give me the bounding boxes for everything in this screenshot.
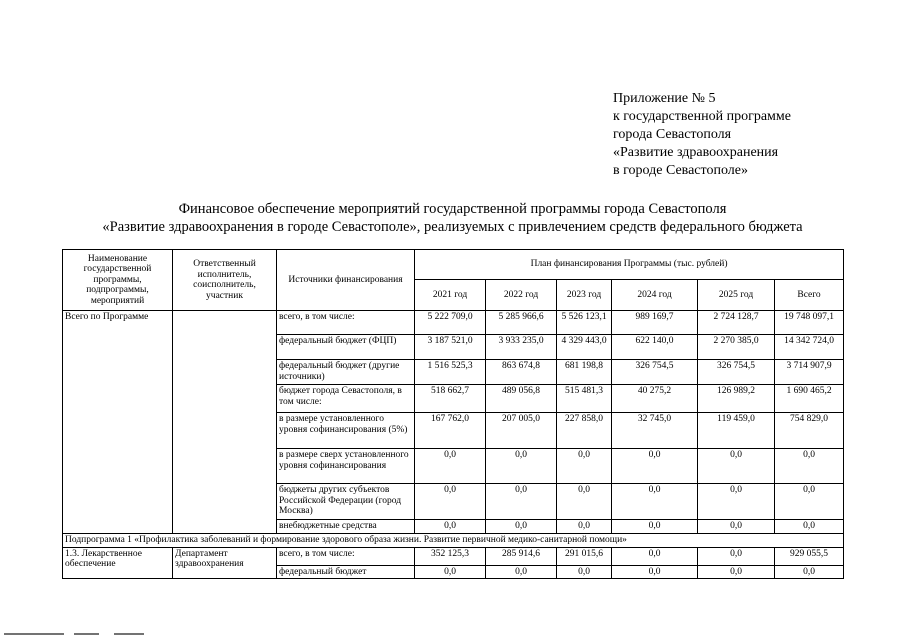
table-row [63,311,844,335]
value-cell: 0,0 [486,520,557,534]
value-cell: 0,0 [775,565,844,579]
value-cell: 2 270 385,0 [698,335,775,360]
header-name: Наименование государственной программы, подпрограммы, мероприятий [63,250,173,311]
value-cell: 515 481,3 [557,385,612,413]
value-cell: 0,0 [612,449,698,484]
value-cell: 929 055,5 [775,547,844,565]
value-cell: 0,0 [415,484,486,520]
header-year: 2025 год [698,280,775,311]
value-cell: 0,0 [612,565,698,579]
table-row [63,534,844,548]
value-cell: 3 187 521,0 [415,335,486,360]
value-cell: 0,0 [415,565,486,579]
value-cell: 0,0 [698,449,775,484]
appendix-line: «Развитие здравоохранения [613,145,779,160]
subprogram-title: Подпрограмма 1 «Профилактика заболеваний и формирование здорового образа жизни. Развитие первичной медико-санитарной помощи» [63,534,844,548]
value-cell: 0,0 [612,484,698,520]
value-cell: 0,0 [775,484,844,520]
value-cell: 989 169,7 [612,311,698,335]
value-cell: 2 724 128,7 [698,311,775,335]
value-cell: 291 015,6 [557,547,612,565]
document-title [0,200,905,236]
header-year: 2021 год [415,280,486,311]
value-cell: 0,0 [612,520,698,534]
value-cell: 0,0 [557,565,612,579]
value-cell: 285 914,6 [486,547,557,565]
value-cell: 0,0 [486,484,557,520]
value-cell: 126 989,2 [698,385,775,413]
header-year: 2023 год [557,280,612,311]
financing-table [62,249,844,579]
value-cell: 622 140,0 [612,335,698,360]
source-cell: федеральный бюджет (другие источники) [277,360,415,385]
appendix-line: города Севастополя [613,127,732,142]
value-cell: 0,0 [698,565,775,579]
value-cell: 863 674,8 [486,360,557,385]
table-row [63,547,844,565]
source-cell: бюджеты других субъектов Российской Федерации (город Москва) [277,484,415,520]
value-cell: 14 342 724,0 [775,335,844,360]
value-cell: 5 526 123,1 [557,311,612,335]
value-cell: 0,0 [486,565,557,579]
value-cell: 681 198,8 [557,360,612,385]
header-year: 2022 год [486,280,557,311]
value-cell: 518 662,7 [415,385,486,413]
value-cell: 0,0 [698,520,775,534]
value-cell: 40 275,2 [612,385,698,413]
appendix-line: к государственной программе [613,109,791,124]
source-cell: всего, в том числе: [277,547,415,565]
source-cell: федеральный бюджет (ФЦП) [277,335,415,360]
value-cell: 0,0 [698,484,775,520]
header-sources: Источники финансирования [277,250,415,311]
activity-name-cell: 1.3. Лекарственное обеспечение [63,547,173,579]
responsible-cell [173,311,277,534]
value-cell: 0,0 [557,449,612,484]
value-cell: 3 933 235,0 [486,335,557,360]
program-name-cell: Всего по Программе [63,311,173,534]
value-cell: 0,0 [557,484,612,520]
value-cell: 207 005,0 [486,413,557,449]
value-cell: 352 125,3 [415,547,486,565]
value-cell: 0,0 [698,547,775,565]
value-cell: 0,0 [775,449,844,484]
value-cell: 5 222 709,0 [415,311,486,335]
value-cell: 326 754,5 [698,360,775,385]
value-cell: 326 754,5 [612,360,698,385]
scan-artifact [4,633,174,635]
value-cell: 1 690 465,2 [775,385,844,413]
value-cell: 1 516 525,3 [415,360,486,385]
value-cell: 0,0 [415,449,486,484]
activity-responsible-cell: Департамент здравоохранения [173,547,277,579]
value-cell: 0,0 [612,547,698,565]
header-year: 2024 год [612,280,698,311]
source-cell: бюджет города Севастополя, в том числе: [277,385,415,413]
value-cell: 167 762,0 [415,413,486,449]
value-cell: 5 285 966,6 [486,311,557,335]
value-cell: 489 056,8 [486,385,557,413]
value-cell: 0,0 [557,520,612,534]
value-cell: 32 745,0 [612,413,698,449]
header-plan: План финансирования Программы (тыс. рублей) [415,250,844,280]
appendix-line: Приложение № 5 [613,91,716,106]
title-line-1: Финансовое обеспечение мероприятий государственной программы города Севастополя [178,201,727,217]
source-cell: всего, в том числе: [277,311,415,335]
value-cell: 4 329 443,0 [557,335,612,360]
appendix-block [613,90,791,180]
value-cell: 0,0 [486,449,557,484]
value-cell: 754 829,0 [775,413,844,449]
source-cell: федеральный бюджет [277,565,415,579]
source-cell: в размере сверх установленного уровня софинансирования [277,449,415,484]
header-total: Всего [775,280,844,311]
value-cell: 119 459,0 [698,413,775,449]
appendix-line: в городе Севастополе» [613,163,748,178]
value-cell: 19 748 097,1 [775,311,844,335]
header-responsible: Ответственный исполнитель, соисполнитель, участник [173,250,277,311]
source-cell: внебюджетные средства [277,520,415,534]
source-cell: в размере установленного уровня софинансирования (5%) [277,413,415,449]
value-cell: 3 714 907,9 [775,360,844,385]
value-cell: 0,0 [775,520,844,534]
value-cell: 0,0 [415,520,486,534]
title-line-2: «Развитие здравоохранения в городе Севастополе», реализуемых с привлечением средств федерального бюджета [102,219,803,235]
value-cell: 227 858,0 [557,413,612,449]
